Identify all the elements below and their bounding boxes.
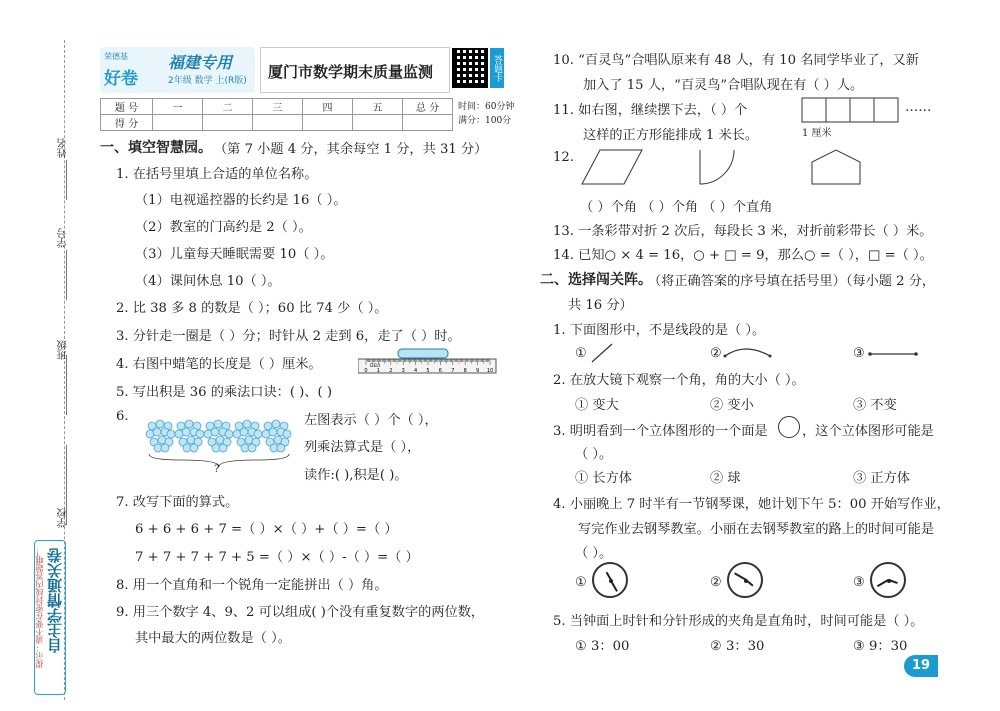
score-cell[interactable] (203, 115, 253, 131)
score-header-cell: 一 (153, 99, 203, 115)
score-cell[interactable] (303, 115, 353, 131)
question-7-b: 7 + 7 + 7 + 7 + 5 =（ ）×（ ）-（ ）=（ ） (135, 550, 419, 565)
question-1-1: （1）电视遥控器的长约是 16（ ）。 (135, 193, 347, 208)
choice-5-option-1[interactable]: ① 3：00 (575, 639, 630, 654)
choice-question-4-a: 4. 小丽晚上 7 时半有一节钢琴课，她计划下午 5：00 开始写作业， (553, 497, 950, 512)
section-2-title: 二、选择闯关阵。 (540, 272, 652, 288)
score-header-cell: 五 (353, 99, 403, 115)
choice-question-4-b: 写完作业去钢琴教室。小丽在去钢琴教室的路上的时间可能是 (578, 522, 935, 537)
question-10-b: 加入了 15 人，“百灵鸟”合唱队现在有（ ）人。 (583, 78, 864, 93)
class-line (66, 355, 67, 415)
score-cell[interactable] (353, 115, 403, 131)
choice-1-option-2[interactable]: ② (710, 346, 722, 361)
choice-question-4-c: （ ）。 (575, 546, 613, 561)
squares-ellipsis: …… (905, 100, 932, 115)
choice-question-3-a: 3. 明明看到一个立体图形的一个面是 (553, 424, 768, 439)
clock-icon (727, 562, 763, 598)
brand-name: 荣德基 (104, 52, 128, 61)
choice-4-option-3[interactable]: ③ (853, 575, 865, 590)
arc-icon (725, 349, 770, 356)
question-6-c: 读作:( ),积是( )。 (304, 468, 408, 483)
score-cell[interactable] (253, 115, 303, 131)
score-table (100, 98, 453, 131)
question-6-a: 左图表示（ ）个（ ）， (304, 413, 438, 428)
squares-figure (800, 96, 904, 126)
name-line (66, 160, 67, 200)
question-10-a: 10. “百灵鸟”合唱队原来有 48 人，有 10 名同学毕业了，又新 (553, 53, 919, 68)
ruler-tick-label: 1 (376, 368, 380, 374)
page-number: 19 (904, 655, 938, 677)
choice-question-2: 2. 在放大镜下观察一个角，角的大小（ ）。 (553, 373, 805, 388)
choice-4-option-2[interactable]: ② (710, 575, 722, 590)
section-1-title: 一、填空智慧园。 (100, 140, 212, 156)
parallelogram-icon (582, 150, 642, 184)
choice-question-3-b: ，这个立体图形可能是 (802, 424, 934, 439)
choice-1-option-3[interactable]: ③ (853, 346, 865, 361)
circle-face-icon (778, 416, 800, 438)
crayon-icon (398, 349, 448, 358)
question-6-mark: ? (214, 464, 220, 475)
sector-icon (700, 150, 734, 184)
question-6-b: 列乘法算式是（ ）， (304, 440, 421, 455)
question-1-2: （2）教室的门高约是 2（ ）。 (135, 220, 312, 235)
choice-2-option-2[interactable]: ② 变小 (710, 398, 754, 413)
question-2: 2. 比 38 多 8 的数是（ ）；60 比 74 少（ ）。 (116, 301, 388, 316)
ruler-tick-label: 0 (364, 368, 368, 374)
class-label: 班级 (58, 340, 69, 360)
ray-icon (592, 344, 612, 362)
question-1-3: （3）儿童每天睡眠需要 10（ ）。 (135, 247, 334, 262)
ruler-tick-label: 10 (486, 368, 494, 374)
section-2-note: （将正确答案的序号填在括号里）（每小题 2 分， (648, 274, 936, 289)
question-14: 14. 已知○ × 4 = 16，○ + □ = 9，那么○ =（ ），□ =（ ）。 (553, 248, 933, 263)
grade-info: 2年级 数学 上(R版) (168, 76, 247, 86)
ruler-brand: DELI (370, 364, 381, 369)
vertical-title: 自主学情通关卷 (46, 548, 64, 653)
clock-icon (870, 562, 906, 598)
time-info: 时间：60分钟 (458, 102, 515, 112)
score-header-cell: 总 分 (403, 99, 453, 115)
choice-2-option-3[interactable]: ③ 不变 (853, 398, 897, 413)
name-label: 姓名 (58, 138, 69, 158)
question-4: 4. 右图中蜡笔的长度是（ ）厘米。 (116, 357, 322, 372)
choice-3-option-3[interactable]: ③ 正方体 (853, 471, 910, 486)
choice-3-option-2[interactable]: ② 球 (710, 471, 741, 486)
ruler-tick-label: 8 (463, 368, 467, 374)
ruler-tick-label: 3 (401, 368, 405, 374)
choice-1-option-1[interactable]: ① (575, 346, 587, 361)
ruler-tick-label: 6 (438, 368, 442, 374)
question-11-a: 11. 如右图，继续摆下去，（ ）个 (553, 103, 748, 118)
pentagon-icon (812, 150, 860, 184)
choice-2-option-1[interactable]: ① 变大 (575, 398, 619, 413)
question-13: 13. 一条彩带对折 2 次后，每段长 3 米，对折前彩带长（ ）米。 (553, 224, 933, 239)
question-6-number: 6. (116, 409, 129, 424)
score-cell[interactable] (153, 115, 203, 131)
score-cell[interactable] (403, 115, 453, 131)
section-2-note-2: 共 16 分） (568, 298, 633, 313)
question-5: 5. 写出积是 36 的乘法口诀：( )、( ) (116, 385, 332, 400)
question-7-a: 6 + 6 + 6 + 7 =（ ）×（ ）+（ ）=（ ） (135, 522, 398, 537)
choice-4-option-1[interactable]: ① (575, 575, 587, 590)
qr-code-icon (452, 48, 488, 88)
score-row-label: 得 分 (101, 115, 153, 131)
score-header-cell: 题 号 (101, 99, 153, 115)
ruler-tick-label: 7 (451, 368, 455, 374)
score-header-cell: 三 (253, 99, 303, 115)
school-label: 学校 (58, 508, 69, 528)
full-score-info: 满分：100分 (458, 116, 512, 126)
exam-title: 厦门市数学期末质量监测 (268, 63, 434, 81)
question-3: 3. 分针走一圈是（ ）分；时针从 2 走到 6，走了（ ）时。 (116, 329, 461, 344)
id-label: 学号 (58, 228, 69, 248)
brand-logo: 好卷 (104, 69, 138, 89)
ruler-tick-label: 5 (426, 368, 430, 374)
question-9-a: 9. 用三个数字 4、9、2 可以组成( )个没有重复数字的两位数， (116, 605, 485, 620)
choice-3-option-1[interactable]: ① 长方体 (575, 471, 632, 486)
shapes-figure (580, 148, 870, 188)
region-tag: 福建专用 (168, 53, 233, 72)
question-8: 8. 用一个直角和一个锐角一定能拼出（ ）角。 (116, 578, 388, 593)
square-unit-label: 1 厘米 (802, 128, 832, 139)
question-11-b: 这样的正方形能排成 1 米长。 (583, 128, 759, 143)
answer-card-tag: 答题卡 (490, 48, 504, 88)
ruler-tick-label: 9 (476, 368, 480, 374)
score-header-cell: 四 (303, 99, 353, 115)
question-1: 1. 在括号里填上合适的单位名称。 (116, 167, 318, 182)
choice-5-option-3[interactable]: ③ 9：30 (853, 639, 908, 654)
clock-icon (592, 562, 628, 598)
id-line (66, 250, 67, 300)
question-12: 12. (553, 150, 574, 165)
grape-bunches-figure (145, 418, 295, 476)
vertical-note: 提示：请不要在密封线内答题哦！ (35, 548, 44, 668)
ruler-tick-label: 4 (414, 368, 418, 374)
ruler-figure (358, 348, 498, 374)
choice-question-5: 5. 当钟面上时针和分针形成的夹角是直角时，时间可能是（ ）。 (553, 614, 924, 629)
choice-question-1: 1. 下面图形中，不是线段的是（ ）。 (553, 323, 766, 338)
ruler-tick-label: 2 (389, 368, 393, 374)
choice-5-option-2[interactable]: ② 3：30 (710, 639, 765, 654)
question-1-4: （4）课间休息 10（ ）。 (135, 274, 281, 289)
question-12-answers: （ ）个角 （ ）个角 （ ）个直角 (580, 200, 773, 215)
choice-question-3-c: （ ）。 (575, 447, 613, 462)
line-options-figure (590, 342, 920, 366)
score-header-cell: 二 (203, 99, 253, 115)
section-1-note: （第 7 小题 4 分，其余每空 1 分，共 31 分） (214, 142, 488, 157)
question-7: 7. 改写下面的算式。 (116, 495, 239, 510)
question-9-b: 其中最大的两位数是（ ）。 (135, 631, 291, 646)
